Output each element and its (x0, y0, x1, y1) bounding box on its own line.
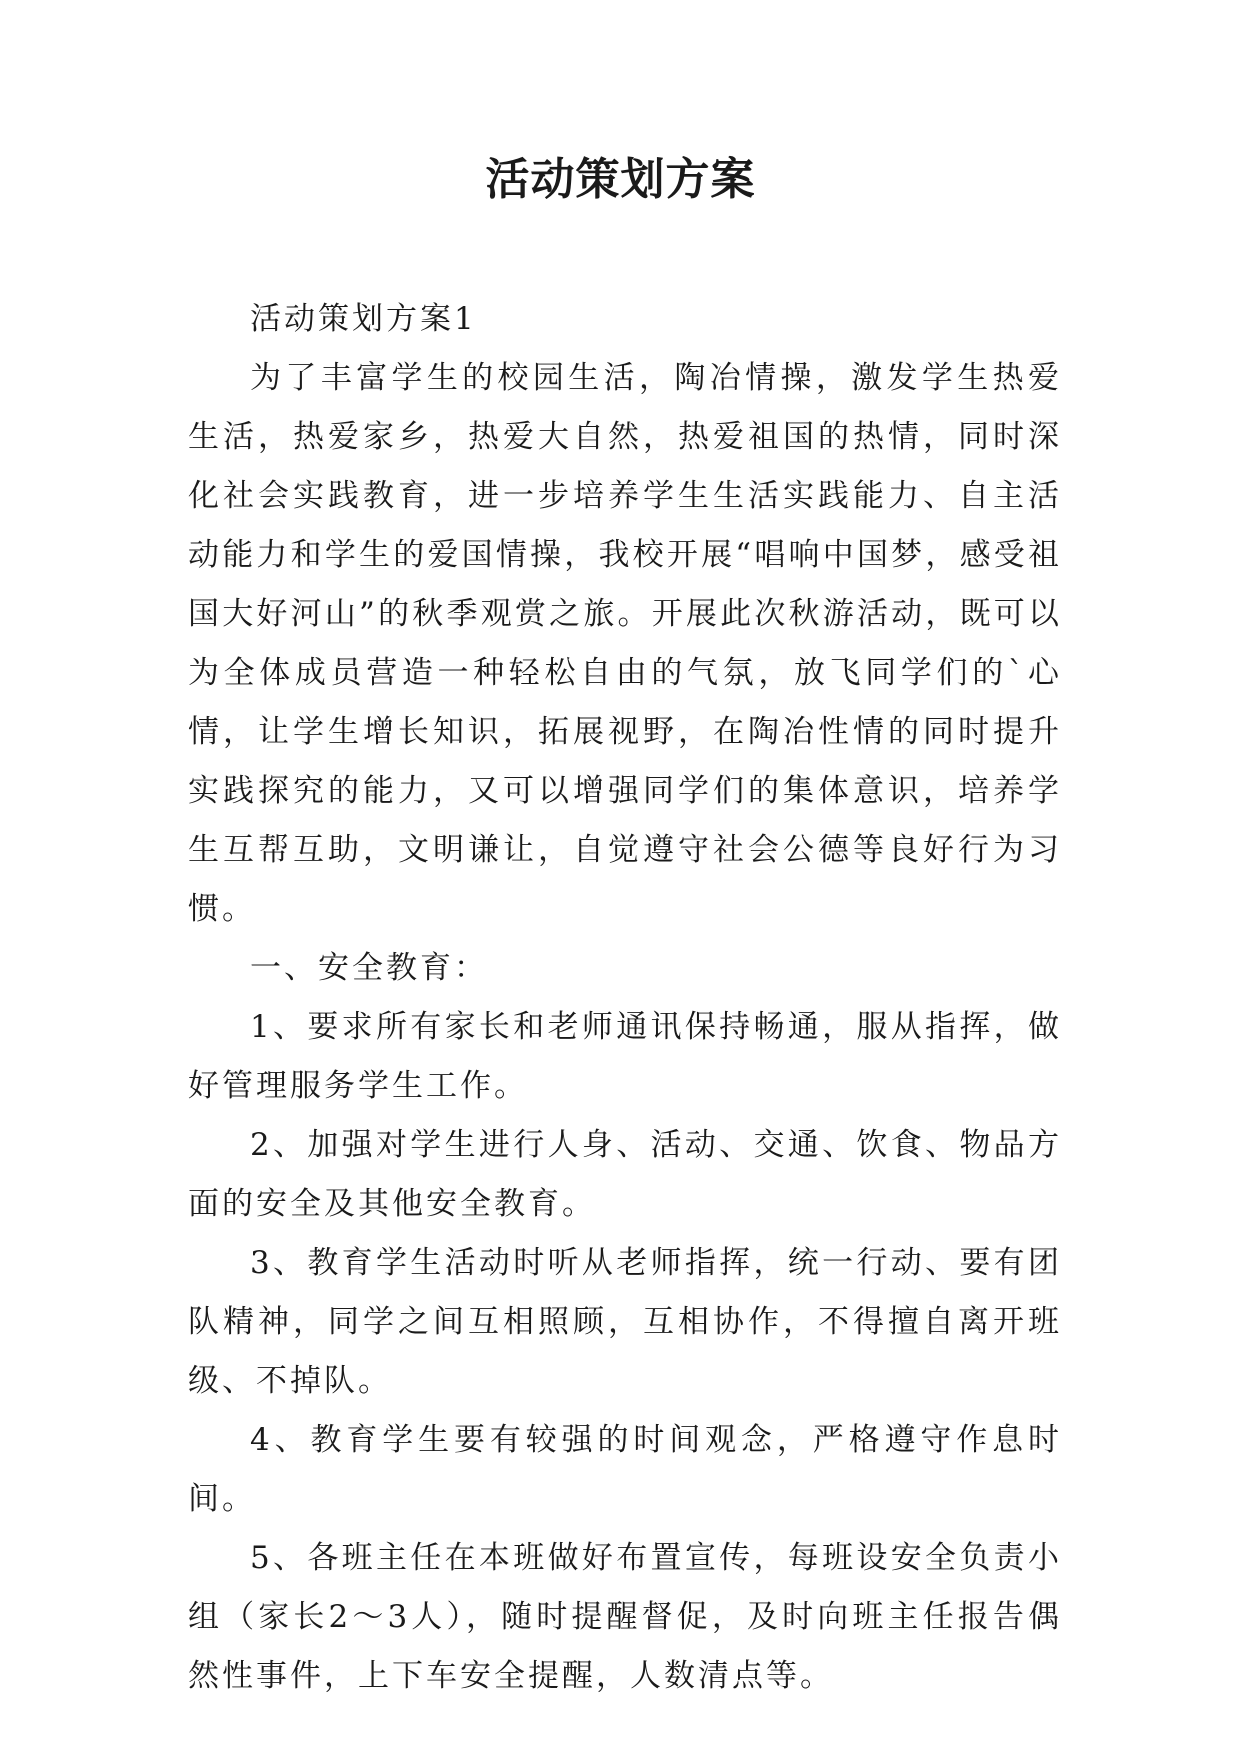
paragraph-subtitle: 活动策划方案1 (250, 301, 477, 337)
paragraph-item-2: 2、加强对学生进行人身、活动、交通、饮食、物品方面的安全及其他安全教育。 (188, 1127, 1062, 1222)
paragraph-item-4: 4、教育学生要有较强的时间观念，严格遵守作息时间。 (188, 1422, 1062, 1517)
document-title: 活动策划方案 (485, 154, 756, 205)
paragraph-item-3: 3、教育学生活动时听从老师指挥，统一行动、要有团队精神，同学之间互相照顾，互相协作，不得擅自离开班级、不掉队。 (188, 1245, 1062, 1399)
paragraph-intro: 为了丰富学生的校园生活，陶冶情操，激发学生热爱生活，热爱家乡，热爱大自然，热爱祖国的热情，同时深化社会实践教育，进一步培养学生生活实践能力、自主活动能力和学生的爱国情操，我校开展“唱响中国梦，感受祖国大好河山”的秋季观赏之旅。开展此次秋游活动，既可以为全体成员营造一种轻松自由的气氛，放飞同学们的`心情，让学生增长知识，拓展视野，在陶冶性情的同时提升实践探究的能力，又可以增强同学们的集体意识，培养学生互帮互助，文明谦让，自觉遵守社会公德等良好行为习惯。 (188, 360, 1062, 927)
document-body (188, 290, 1062, 1706)
paragraph-item-5: 5、各班主任在本班做好布置宣传，每班设安全负责小组（家长2～3人），随时提醒督促，及时向班主任报告偶然性事件，上下车安全提醒，人数清点等。 (188, 1540, 1062, 1694)
paragraph-item-1: 1、要求所有家长和老师通讯保持畅通，服从指挥，做好管理服务学生工作。 (188, 1009, 1062, 1104)
section-heading-safety: 一、安全教育： (250, 950, 488, 986)
